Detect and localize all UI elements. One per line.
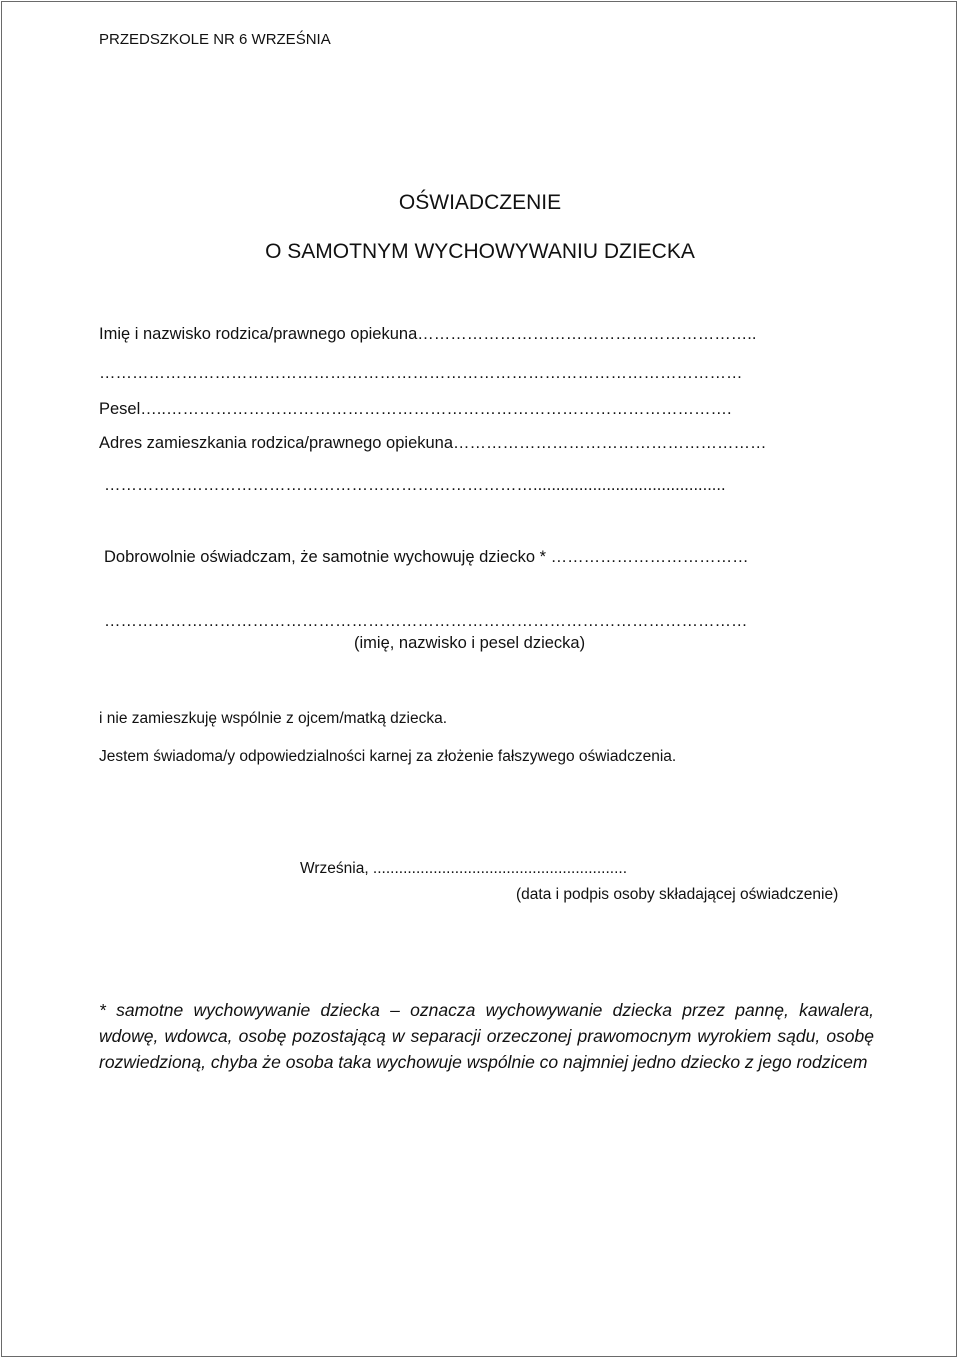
child-data-caption: (imię, nazwisko i pesel dziecka) (354, 634, 586, 652)
signature-caption: (data i podpis osoby składającej oświadczenie) (516, 886, 839, 903)
school-header: PRZEDSZKOLE NR 6 WRZEŚNIA (99, 31, 331, 48)
not-living-statement: i nie zamieszkuję wspólnie z ojcem/matką dziecka. (99, 710, 448, 727)
document-page (1, 1, 957, 1357)
parent-name-continuation: ……………………………………………………………………………………………………… (99, 364, 743, 382)
document-title: OŚWIADCZENIE (398, 191, 562, 214)
pesel-field: Pesel…..…………………………………………………………………………………………. (99, 400, 732, 418)
parent-name-field: Imię i nazwisko rodzica/prawnego opiekuna…………………………………………………….. (99, 325, 757, 343)
liability-statement: Jestem świadoma/y odpowiedzialności karnej za złożenie fałszywego oświadczenia. (99, 748, 677, 765)
child-data-line: ……………………………………………………………………………………………………… (104, 612, 748, 630)
signature-place-date: Września, ........................................................... (300, 860, 628, 877)
footnote: * samotne wychowywanie dziecka – oznacza wychowywanie dziecka przez pannę, kawalera, wdowę, wdowca, osobę pozostającą w separacji orzeczonej prawomocnym wyrokiem sądu, osobę rozwiedzioną, chyba że osoba taka wychowuje wspólnie co najmniej jedno dziecko z jego rodzicem (99, 1000, 874, 1072)
address-field: Adres zamieszkania rodzica/prawnego opiekuna………………………………………………… (99, 434, 767, 452)
document-subtitle: O SAMOTNYM WYCHOWYWANIU DZIECKA (265, 240, 695, 263)
address-continuation: …………………………………………………………………….......................................... (104, 476, 726, 494)
declaration-line: Dobrowolnie oświadczam, że samotnie wychowuję dziecko * ……………………………… (104, 548, 749, 566)
